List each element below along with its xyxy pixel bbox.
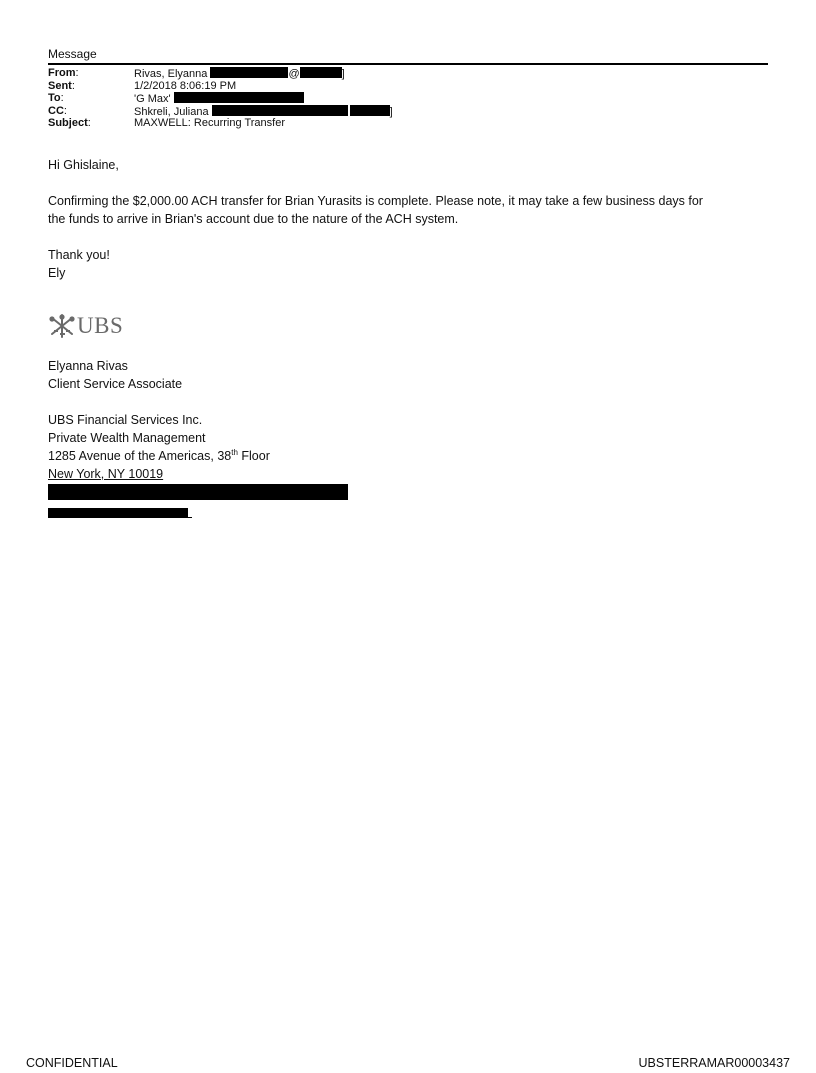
redaction-block [174, 92, 304, 103]
to-key: To [48, 92, 61, 104]
email-header [48, 67, 768, 130]
footer-confidential: CONFIDENTIAL [26, 1056, 118, 1070]
header-from-row: From: Rivas, Elyanna @ ] [48, 67, 345, 80]
redaction-block [300, 67, 342, 78]
body-line-2: the funds to arrive in Brian's account due to the nature of the ACH system. [48, 211, 459, 226]
greeting: Hi Ghislaine, [48, 157, 119, 172]
signoff: Ely [48, 265, 66, 280]
sent-value: 1/2/2018 8:06:19 PM [134, 79, 237, 92]
email-document [48, 46, 768, 518]
header-rule [48, 63, 768, 65]
message-label: Message [48, 47, 97, 61]
redaction-block [350, 105, 390, 116]
to-value: 'G Max' [134, 93, 171, 105]
from-key: From [48, 67, 76, 79]
footer-bates-number: UBSTERRAMAR00003437 [638, 1056, 790, 1070]
subject-key: Subject [48, 117, 88, 129]
header-sent-row: Sent: 1/2/2018 8:06:19 PM [48, 79, 237, 92]
subject-value: MAXWELL: Recurring Transfer [134, 117, 285, 129]
thanks: Thank you! [48, 247, 110, 262]
signature-city: New York, NY 10019 [48, 466, 164, 481]
from-value: Rivas, Elyanna [134, 68, 208, 80]
ubs-logo [48, 312, 768, 340]
redaction-block [48, 484, 348, 500]
logo-text: UBS [77, 312, 124, 338]
redaction-block [210, 67, 288, 78]
signature-division: Private Wealth Management [48, 430, 206, 445]
cc-value: Shkreli, Juliana [134, 105, 209, 118]
header-subject-row: Subject: MAXWELL: Recurring Transfer [48, 117, 285, 129]
header-cc-row: CC: Shkreli, Juliana ] [48, 104, 393, 118]
signature-title: Client Service Associate [48, 376, 183, 391]
signature-name: Elyanna Rivas [48, 358, 128, 373]
signature-block [48, 357, 768, 518]
cc-tail: ] [389, 105, 393, 118]
email-body [48, 156, 768, 282]
redaction-block [48, 508, 188, 518]
redaction-block [212, 105, 348, 116]
sent-key: Sent [48, 79, 72, 92]
signature-company: UBS Financial Services Inc. [48, 412, 203, 427]
keys-icon [48, 314, 76, 338]
header-to-row: To: 'G Max' [48, 92, 768, 105]
from-tail: ] [341, 68, 345, 80]
body-line-1: Confirming the $2,000.00 ACH transfer for Brian Yurasits is complete. Please note, it may take a few business days for [48, 193, 703, 208]
signature-address: 1285 Avenue of the Americas, 38th Floor [48, 447, 270, 463]
cc-key: CC [48, 104, 64, 117]
